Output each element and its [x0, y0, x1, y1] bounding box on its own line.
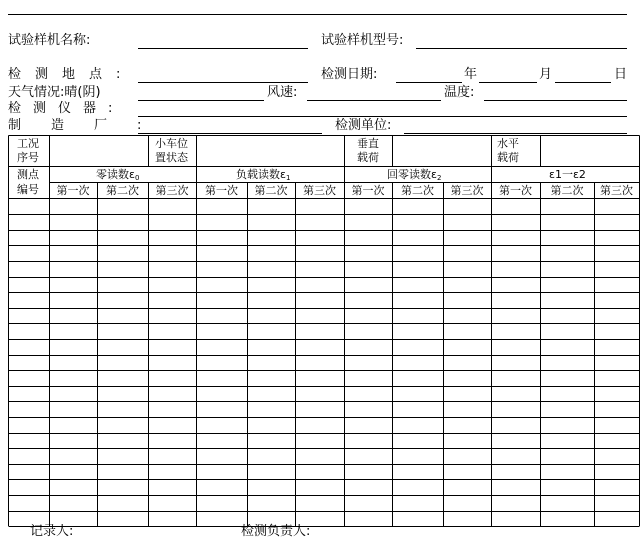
wind-field[interactable]: [307, 100, 441, 101]
condition-no-line2: 序号: [17, 151, 39, 164]
group-zero-sub: 0: [134, 174, 140, 182]
point-no-line2: 编号: [17, 183, 39, 196]
recorder-label: 记录人:: [30, 524, 74, 539]
group-return-reading: [387, 169, 441, 182]
month-label: 月: [539, 67, 553, 82]
group-load-label: 负载读数ε: [236, 168, 286, 181]
sample-name-field[interactable]: [138, 48, 308, 49]
weather-label: 天气情况:晴(阴): [8, 85, 101, 100]
reading-header-2: 第二次: [550, 184, 584, 197]
vertical-load-line2: 载荷: [357, 151, 379, 164]
group-difference-label: ε1一ε2: [549, 168, 586, 181]
trolley-position-line2: 置状态: [155, 151, 188, 164]
sample-name-label: [8, 34, 130, 47]
reading-header-2: 第二次: [401, 184, 434, 197]
group-return-label: 回零读数ε: [387, 168, 437, 181]
day-field[interactable]: [555, 82, 611, 83]
supervisor-label: 检测负责人:: [241, 524, 311, 539]
month-field[interactable]: [479, 82, 537, 83]
temperature-label: 温度:: [444, 85, 475, 100]
sample-model-field[interactable]: [416, 48, 627, 49]
group-return-sub: 2: [436, 174, 442, 182]
wind-label: 风速:: [267, 85, 298, 100]
reading-header-1: 第一次: [499, 184, 532, 197]
trolley-position-line1: 小车位: [155, 137, 188, 150]
reading-header-3: 第三次: [303, 184, 336, 197]
instrument-label: 检测仪器:: [8, 101, 125, 116]
group-zero-label: 零读数ε: [96, 168, 135, 181]
reading-header-1: 第一次: [351, 184, 385, 197]
group-difference: [549, 169, 586, 180]
top-rule: [8, 14, 627, 15]
reading-header-2: 第二次: [254, 184, 288, 197]
group-load-sub: 1: [285, 174, 291, 182]
reading-header-3: 第三次: [600, 184, 633, 197]
year-label: 年: [464, 67, 478, 82]
group-zero-reading: [96, 169, 139, 182]
horizontal-load-line2: 载荷: [497, 151, 519, 164]
year-field[interactable]: [396, 82, 462, 83]
temperature-field[interactable]: [484, 100, 627, 101]
point-no-line1: 测点: [17, 168, 39, 181]
vertical-load-line1: 垂直: [357, 137, 379, 150]
test-location-label: 检测地点:: [8, 67, 135, 82]
test-date-label: 检测日期:: [321, 67, 378, 82]
instrument-field[interactable]: [138, 116, 627, 117]
test-unit-field[interactable]: [404, 133, 627, 134]
day-label: 日: [614, 67, 628, 82]
sample-model-label: 试验样机型号:: [321, 33, 404, 48]
reading-header-2: 第二次: [106, 184, 139, 197]
manufacturer-label: 制造厂:: [8, 118, 172, 133]
reading-header-1: 第一次: [205, 184, 238, 197]
test-unit-label: 检测单位:: [335, 118, 392, 133]
condition-no-line1: 工况: [17, 137, 39, 150]
group-load-reading: [236, 169, 290, 182]
reading-header-3: 第三次: [450, 184, 484, 197]
reading-header-1: 第一次: [56, 184, 90, 197]
sample-name-text: 试验样机名称:: [8, 33, 91, 48]
reading-header-3: 第三次: [155, 184, 189, 197]
test-location-field[interactable]: [138, 82, 308, 83]
manufacturer-field[interactable]: [138, 133, 322, 134]
weather-field[interactable]: [138, 100, 264, 101]
horizontal-load-line1: 水平: [497, 137, 519, 150]
